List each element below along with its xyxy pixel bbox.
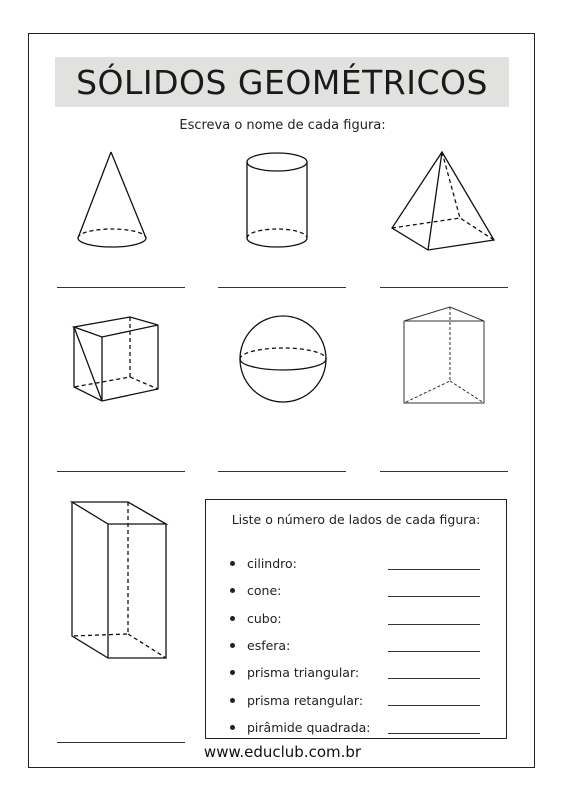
triangular-prism-icon xyxy=(400,305,490,405)
bullet-icon xyxy=(230,616,235,621)
list-item xyxy=(236,605,486,632)
answer-line[interactable] xyxy=(388,733,480,734)
square-pyramid-icon xyxy=(390,150,500,250)
list-item xyxy=(236,659,486,686)
list-item xyxy=(236,686,486,713)
list-item-label: cubo: xyxy=(247,610,282,626)
bullet-icon xyxy=(230,698,235,703)
instruction-text: Escreva o nome de cada figura: xyxy=(179,118,386,133)
bullet-icon xyxy=(230,725,235,730)
answer-line[interactable] xyxy=(388,678,480,679)
cube-icon xyxy=(70,315,165,410)
page-title: SÓLIDOS GEOMÉTRICOS xyxy=(76,62,488,102)
sides-list xyxy=(236,550,486,741)
list-item xyxy=(236,577,486,604)
list-item-label: prisma triangular: xyxy=(247,665,360,681)
answer-line-4[interactable] xyxy=(57,471,185,472)
list-item-label: esfera: xyxy=(247,638,291,654)
list-item xyxy=(236,632,486,659)
answer-line-1[interactable] xyxy=(57,287,185,288)
footer-url: www.educlub.com.br xyxy=(203,743,362,761)
bullet-icon xyxy=(230,670,235,675)
bullet-icon xyxy=(230,643,235,648)
sides-list-box xyxy=(205,499,507,739)
bullet-icon xyxy=(230,561,235,566)
cylinder-icon xyxy=(244,150,314,250)
list-item-label: prisma retangular: xyxy=(247,692,364,708)
list-item-label: cone: xyxy=(247,583,282,599)
cone-icon xyxy=(74,150,154,250)
sphere-icon xyxy=(238,313,330,405)
answer-line[interactable] xyxy=(388,651,480,652)
answer-line[interactable] xyxy=(388,569,480,570)
answer-line[interactable] xyxy=(388,624,480,625)
list-item-label: cilindro: xyxy=(247,556,297,572)
title-banner xyxy=(55,57,509,107)
answer-line[interactable] xyxy=(388,596,480,597)
answer-line-3[interactable] xyxy=(380,287,508,288)
answer-line-6[interactable] xyxy=(380,471,508,472)
bullet-icon xyxy=(230,588,235,593)
list-item xyxy=(236,550,486,577)
rectangular-prism-icon xyxy=(70,500,170,662)
answer-line-5[interactable] xyxy=(218,471,346,472)
list-item-label: pirâmide quadrada: xyxy=(247,719,371,735)
answer-line[interactable] xyxy=(388,705,480,706)
list-item xyxy=(236,714,486,741)
sides-list-title: Liste o número de lados de cada figura: xyxy=(231,512,481,527)
answer-line-2[interactable] xyxy=(218,287,346,288)
